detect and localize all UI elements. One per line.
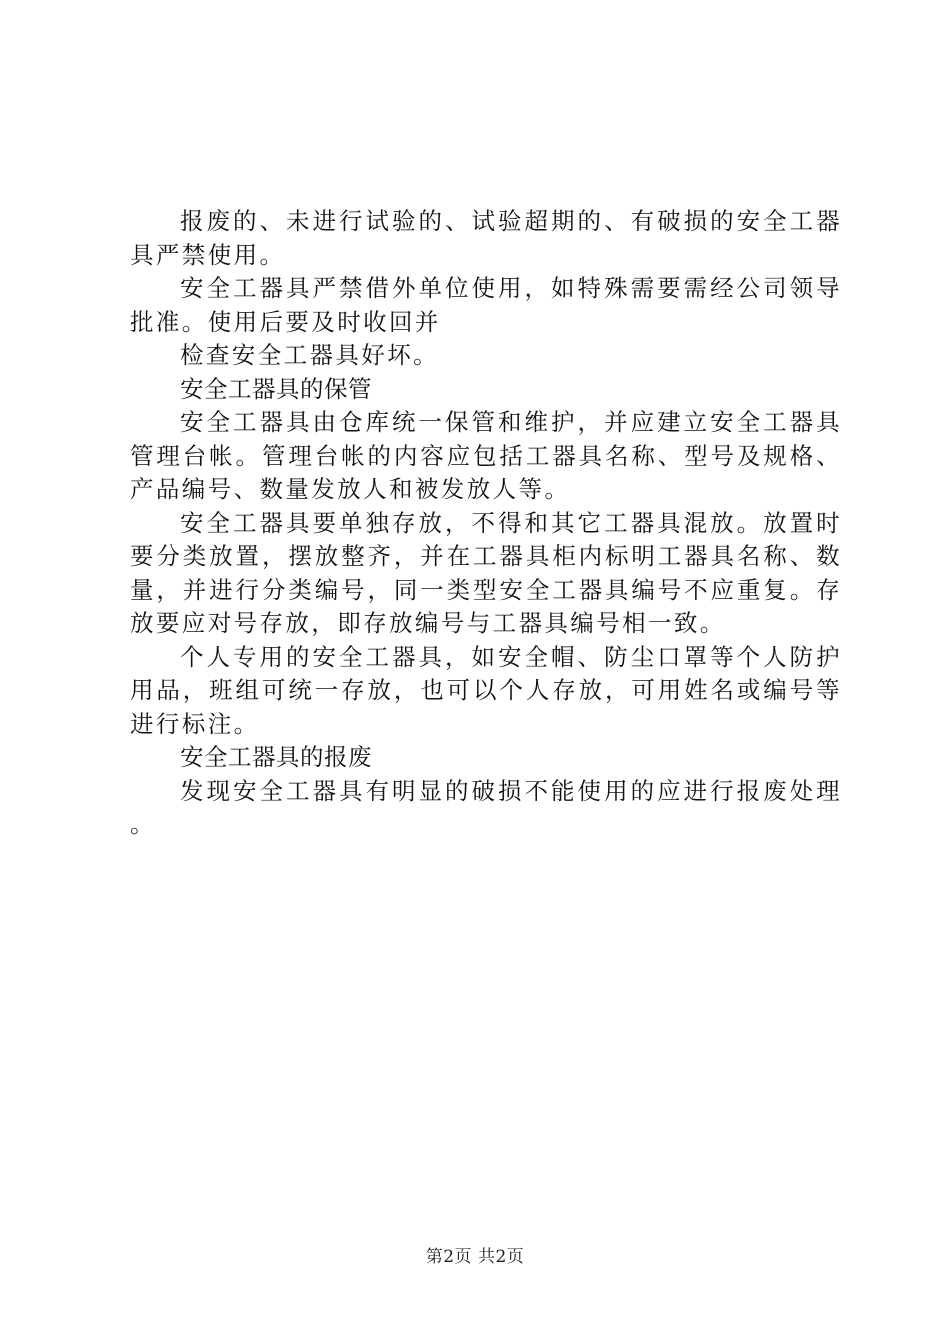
section-heading-storage: 安全工器具的保管 <box>180 374 372 403</box>
paragraph-check-condition: 检查安全工器具好坏。 <box>180 341 439 369</box>
document-body <box>130 205 842 842</box>
paragraph-scrapped-tools: 报废的、未进行试验的、试验超期的、有破损的安全工器具严禁使用。 <box>130 207 842 269</box>
paragraph-warehouse-ledger: 安全工器具由仓库统一保管和维护，并应建立安全工器具管理台帐。管理台帐的内容应包括工器具名称、型号及规格、产品编号、数量发放人和被发放人等。 <box>130 408 842 503</box>
paragraph-scrap-damaged: 发现安全工器具有明显的破损不能使用的应进行报废处理。 <box>130 776 842 838</box>
paragraph-no-lending: 安全工器具严禁借外单位使用，如特殊需要需经公司领导批准。使用后要及时收回并 <box>130 274 842 336</box>
page-number-footer: 第2页 共2页 <box>425 1247 525 1267</box>
paragraph-separate-storage: 安全工器具要单独存放，不得和其它工器具混放。放置时要分类放置，摆放整齐，并在工器具柜内标明工器具名称、数量，并进行分类编号，同一类型安全工器具编号不应重复。存放要应对号存放，即存放编号与工器具编号相一致。 <box>130 508 842 637</box>
paragraph-personal-equipment: 个人专用的安全工器具，如安全帽、防尘口罩等个人防护用品，班组可统一存放，也可以个人存放，可用姓名或编号等进行标注。 <box>130 642 842 738</box>
section-heading-scrapping: 安全工器具的报废 <box>180 743 372 771</box>
